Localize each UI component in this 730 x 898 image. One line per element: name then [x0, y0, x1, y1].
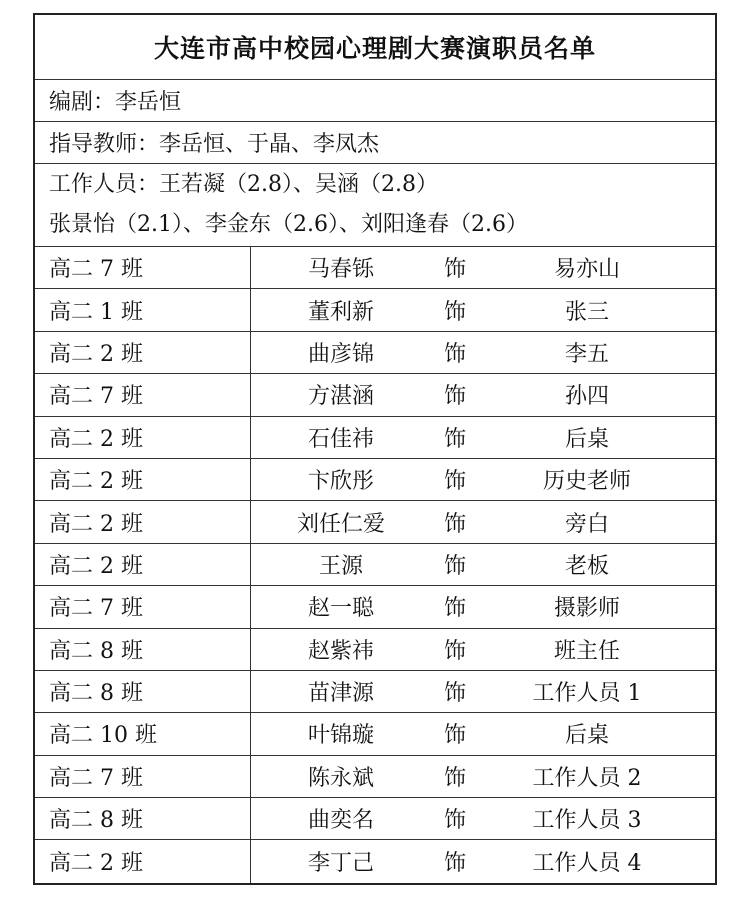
table-row — [35, 671, 715, 713]
actor-cell: 曲彦锦 — [307, 341, 374, 367]
role-cell: 工作人员 4 — [532, 851, 642, 877]
table-row — [35, 289, 715, 331]
actor-cell: 王源 — [318, 553, 363, 579]
table-row — [35, 247, 715, 289]
actor-cell: 赵紫祎 — [307, 638, 374, 664]
actor-cell: 曲奕名 — [307, 808, 374, 834]
table-row — [35, 713, 715, 755]
role-cell: 后桌 — [564, 723, 609, 749]
class-cell: 高二 7 班 — [35, 756, 251, 797]
class-cell: 高二 8 班 — [35, 629, 251, 670]
as-cell: 饰 — [443, 596, 466, 622]
as-cell: 饰 — [443, 469, 466, 495]
playwright-line: 编剧：李岳恒 — [35, 80, 715, 122]
class-cell: 高二 7 班 — [35, 247, 251, 288]
as-cell: 饰 — [443, 299, 466, 325]
as-cell: 饰 — [443, 638, 466, 664]
as-cell: 饰 — [443, 384, 466, 410]
actor-cell: 陈永斌 — [307, 765, 374, 791]
role-cell: 摄影师 — [553, 596, 620, 622]
table-row — [35, 629, 715, 671]
staff-line-1: 工作人员：王若凝（2.8）、吴涵（2.8） — [49, 172, 438, 197]
cast-rows — [35, 247, 715, 883]
class-cell: 高二 7 班 — [35, 374, 251, 415]
actor-cell: 刘任仁爱 — [296, 511, 385, 537]
role-cell: 历史老师 — [542, 469, 631, 495]
class-cell: 高二 2 班 — [35, 417, 251, 458]
instructors-line: 指导教师：李岳恒、于晶、李凤杰 — [35, 122, 715, 164]
staff-line-2: 张景怡（2.1）、李金东（2.6）、刘阳逢春（2.6） — [49, 212, 528, 237]
as-cell: 饰 — [443, 765, 466, 791]
role-cell: 张三 — [564, 299, 609, 325]
class-cell: 高二 2 班 — [35, 544, 251, 585]
as-cell: 饰 — [443, 341, 466, 367]
as-cell: 饰 — [443, 257, 466, 283]
table-row — [35, 544, 715, 586]
table-row — [35, 586, 715, 628]
class-cell: 高二 10 班 — [35, 713, 251, 754]
role-cell: 易亦山 — [553, 257, 620, 283]
actor-cell: 石佳祎 — [307, 426, 374, 452]
table-row — [35, 417, 715, 459]
role-cell: 后桌 — [564, 426, 609, 452]
actor-cell: 叶锦璇 — [307, 723, 374, 749]
class-cell: 高二 2 班 — [35, 840, 251, 882]
role-cell: 工作人员 2 — [532, 765, 642, 791]
cast-list-table — [33, 13, 717, 885]
role-cell: 孙四 — [564, 384, 609, 410]
role-cell: 工作人员 3 — [532, 808, 642, 834]
table-row — [35, 332, 715, 374]
document-title: 大连市高中校园心理剧大赛演职员名单 — [35, 15, 715, 80]
class-cell: 高二 2 班 — [35, 501, 251, 542]
class-cell: 高二 8 班 — [35, 798, 251, 839]
role-cell: 李五 — [564, 341, 609, 367]
as-cell: 饰 — [443, 426, 466, 452]
table-row — [35, 459, 715, 501]
actor-cell: 董利新 — [307, 299, 374, 325]
table-row — [35, 798, 715, 840]
role-cell: 工作人员 1 — [532, 681, 642, 707]
as-cell: 饰 — [443, 808, 466, 834]
as-cell: 饰 — [443, 851, 466, 877]
table-row — [35, 840, 715, 882]
class-cell: 高二 7 班 — [35, 586, 251, 627]
table-row — [35, 756, 715, 798]
as-cell: 饰 — [443, 723, 466, 749]
actor-cell: 马春铄 — [307, 257, 374, 283]
actor-cell: 李丁己 — [307, 851, 374, 877]
as-cell: 饰 — [443, 511, 466, 537]
actor-cell: 赵一聪 — [307, 596, 374, 622]
actor-cell: 卞欣彤 — [307, 469, 374, 495]
class-cell: 高二 2 班 — [35, 459, 251, 500]
as-cell: 饰 — [443, 553, 466, 579]
class-cell: 高二 8 班 — [35, 671, 251, 712]
actor-cell: 方湛涵 — [307, 384, 374, 410]
as-cell: 饰 — [443, 681, 466, 707]
staff-block — [35, 164, 715, 247]
table-row — [35, 501, 715, 543]
table-row — [35, 374, 715, 416]
class-cell: 高二 2 班 — [35, 332, 251, 373]
class-cell: 高二 1 班 — [35, 289, 251, 330]
role-cell: 旁白 — [564, 511, 609, 537]
role-cell: 老板 — [564, 553, 609, 579]
actor-cell: 苗津源 — [307, 681, 374, 707]
role-cell: 班主任 — [553, 638, 620, 664]
